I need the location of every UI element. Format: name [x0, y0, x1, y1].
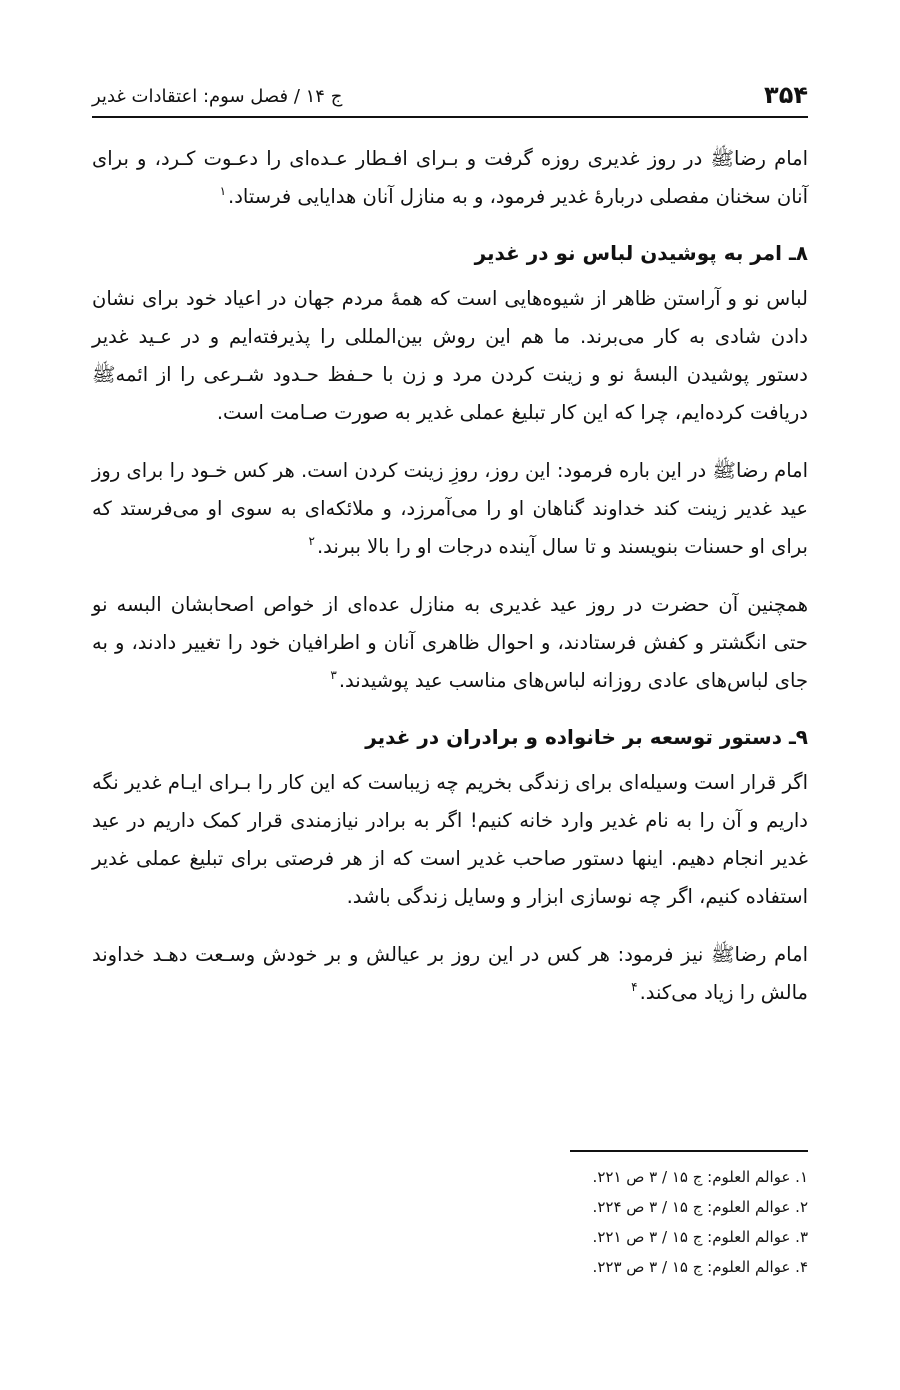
footnotes [92, 1162, 808, 1282]
footnote-ref-2: ۲ [308, 534, 315, 548]
paragraph-6 [92, 936, 808, 1012]
section-heading-9: ۹ـ دستور توسعه بر خانواده و برادران در غدیر [365, 725, 808, 749]
footnote-rule [570, 1150, 808, 1152]
footnote-4: ۴. عوالم العلوم: ج ۱۵ / ۳ ص ۲۲۳. [592, 1258, 808, 1276]
paragraph-4 [92, 586, 808, 700]
footnote-1: ۱. عوالم العلوم: ج ۱۵ / ۳ ص ۲۲۱. [592, 1168, 808, 1186]
paragraph-2 [92, 280, 808, 432]
paragraph-1 [92, 140, 808, 216]
footnote-ref-4: ۴ [631, 980, 638, 994]
paragraph-2-text: لباس نو و آراستن ظاهر از شیوه‌هایی است که همۀ مردم جهان در اعیاد خود برای نشان دادن شادی به کار می‌برند. ما هم این روش بین‌المللی را پذیرفته‌ایم و در عـید غدیر دستور پوشیدن البسۀ نو و زینت کردن مرد و زن با حـفظ حـدود شـرعی را از ائمهﷺ دریافت کرده‌ایم، چرا که این کار تبلیغ عملی غدیر به صورت صـامت است. [92, 287, 808, 424]
paragraph-5 [92, 764, 808, 916]
paragraph-5-text: اگر قرار است وسیله‌ای برای زندگی بخریم چه زیباست که این کار را بـرای ایـام غدیر نگه داریم و آن را به نام غدیر وارد خانه کنیم! اگر به برادر نیازمندی قرار کمک داریم در عید غدیر انجام دهیم. اینها دستور صاحب غدیر است که از هر فرصتی برای تبلیغ عملی غدیر استفاده کنیم، اگر چه نوسازی ابزار و وسایل زندگی باشد. [92, 771, 808, 908]
footnote-2: ۲. عوالم العلوم: ج ۱۵ / ۳ ص ۲۲۴. [592, 1198, 808, 1216]
page-number: ۳۵۴ [764, 81, 808, 109]
paragraph-4-text: همچنین آن حضرت در روز عید غدیری به منازل عده‌ای از خواص اصحابشان البسه نو حتی انگشتر و کفش فرستادند، و احوال ظاهری آنان و اطرافیان خود را تغییر دادند، و به جای لباس‌های عادی روزانه لباس‌های مناسب عید پوشیدند. [92, 593, 808, 692]
page-body [92, 140, 808, 1032]
paragraph-1-text: امام رضاﷺ در روز غدیری روزه گرفت و بـرای افـطار عـده‌ای را دعـوت کـرد، و برای آنان سخنان مفصلی دربارۀ غدیر فرمود، و به منازل آنان هدایایی فرستاد. [92, 147, 808, 208]
paragraph-6-text: امام رضاﷺ نیز فرمود: هر کس در این روز بر عیالش و بر خودش وسـعت دهـد خداوند مالش را زیاد می‌کند. [92, 943, 808, 1004]
section-heading-8: ۸ـ امر به پوشیدن لباس نو در غدیر [474, 241, 808, 265]
running-head-title: ج ۱۴ / فصل سوم: اعتقادات غدیر [92, 86, 343, 107]
paragraph-3-text: امام رضاﷺ در این باره فرمود: این روز، روزِ زینت کردن است. هر کس خـود را برای روز عید غدیر زینت کند خداوند گناهان او را می‌آمرزد، و ملائکه‌ای به سوی او می‌فرستد که برای او حسنات بنویسند و تا سال آینده درجات او را بالا ببرند. [92, 459, 808, 558]
footnote-3: ۳. عوالم العلوم: ج ۱۵ / ۳ ص ۲۲۱. [592, 1228, 808, 1246]
footnote-ref-1: ۱ [219, 184, 227, 198]
running-head [92, 70, 808, 110]
header-rule [92, 116, 808, 118]
footnote-ref-3: ۳ [330, 668, 337, 682]
book-page [92, 0, 808, 1390]
paragraph-3 [92, 452, 808, 566]
